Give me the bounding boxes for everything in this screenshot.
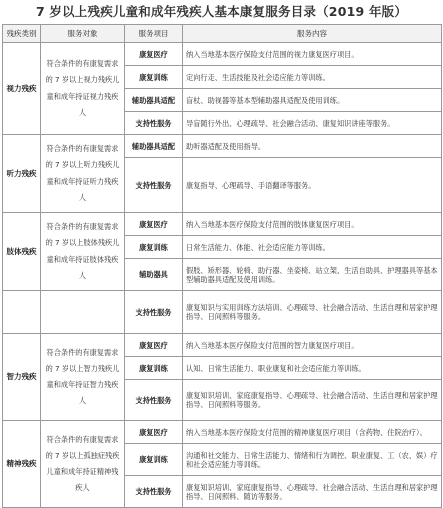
item-cell: 支持性服务: [125, 380, 183, 421]
target-cell: 符合条件的有康复需求的 7 岁以上听力残疾儿童和成年持证听力残疾人: [41, 135, 125, 213]
content-cell: 定向行走、生活技能及社会适应能力等训练。: [183, 66, 442, 89]
content-cell: 康复指导、心理疏导、手语翻译等服务。: [183, 158, 442, 213]
table-row: [3, 213, 442, 236]
content-cell: 纳入当地基本医疗保险支付范围的肢体康复医疗项目。: [183, 213, 442, 236]
item-cell: 康复训练: [125, 444, 183, 476]
content-cell: 假肢、矫形器、轮椅、助行器、坐姿椅、站立架、生活自助具、护理器具等基本型辅助器具适配及使用训练。: [183, 259, 442, 291]
content-cell: 纳入当地基本医疗保险支付范围的视力康复医疗项目。: [183, 43, 442, 66]
target-cell: 符合条件的有康复需求的 7 岁以上智力残疾儿童和成年持证智力残疾人: [41, 334, 125, 421]
content-cell: 康复知识培训、家庭康复指导、心理疏导、社会融合活动、生活自理和居家护理指导、日间照料等服务。: [183, 380, 442, 421]
category-cell-empty: [3, 291, 41, 334]
category-cell: 精神残疾: [3, 421, 41, 508]
content-cell: 助听器适配及使用指导。: [183, 135, 442, 158]
content-cell: 导盲随行外出、心理疏导、社会融合活动、康复知识讲座等服务。: [183, 112, 442, 135]
table-row: [3, 43, 442, 66]
content-cell: 康复知识培训、家庭康复指导、心理疏导、社会融合活动、生活自理和居家护理指导、日间照料、随访等服务。: [183, 476, 442, 508]
item-cell: 康复训练: [125, 357, 183, 380]
content-cell: 康复知识与实用训练方法培训、心理疏导、社会融合活动、生活自理和居家护理指导、日间照料等服务。: [183, 291, 442, 334]
category-cell: 肢体残疾: [3, 213, 41, 291]
content-cell: 日常生活能力、体能、社会适应能力等训练。: [183, 236, 442, 259]
service-catalog-table: [2, 24, 442, 508]
item-cell: 辅助器具适配: [125, 89, 183, 112]
item-cell: 支持性服务: [125, 476, 183, 508]
page-title: 7 岁以上残疾儿童和成年残疾人基本康复服务目录（2019 年版）: [35, 4, 408, 19]
category-cell: 视力残疾: [3, 43, 41, 135]
header-content: 服务内容: [183, 25, 442, 43]
item-cell: 康复训练: [125, 66, 183, 89]
target-cell: 符合条件的有康复需求的 7 岁以上视力残疾儿童和成年持证视力残疾人: [41, 43, 125, 135]
table-row: [3, 421, 442, 444]
target-cell: 符合条件的有康复需求的 7 岁以上肢体残疾儿童和成年持证肢体残疾人: [41, 213, 125, 291]
target-cell-empty: [41, 291, 125, 334]
item-cell: 康复医疗: [125, 334, 183, 357]
item-cell: 辅助器具适配: [125, 135, 183, 158]
item-cell: 康复训练: [125, 236, 183, 259]
table-header-row: [3, 25, 442, 43]
item-cell: 支持性服务: [125, 112, 183, 135]
category-cell: 听力残疾: [3, 135, 41, 213]
target-cell: 符合条件的有康复需求的 7 岁以上孤独症残疾儿童和成年持证精神残疾人: [41, 421, 125, 508]
item-cell: 支持性服务: [125, 291, 183, 334]
content-cell: 纳入当地基本医疗保险支付范围的智力康复医疗项目。: [183, 334, 442, 357]
table-row: [3, 334, 442, 357]
content-cell: 盲杖、助视器等基本型辅助器具适配及使用训练。: [183, 89, 442, 112]
item-cell: 康复医疗: [125, 43, 183, 66]
category-cell: 智力残疾: [3, 334, 41, 421]
content-cell: 认知、日常生活能力、职业康复和社会适应能力等训练。: [183, 357, 442, 380]
header-item: 服务项目: [125, 25, 183, 43]
item-cell: 康复医疗: [125, 421, 183, 444]
item-cell: 康复医疗: [125, 213, 183, 236]
table-row: [3, 291, 442, 334]
content-cell: 纳入当地基本医疗保险支付范围的精神康复医疗项目（含药物、住院治疗）。: [183, 421, 442, 444]
content-cell: 沟通和社交能力、日常生活能力、情绪和行为调控、职业康复、工（农、娱）疗和社会适应能力等训练。: [183, 444, 442, 476]
header-target: 服务对象: [41, 25, 125, 43]
table-row: [3, 135, 442, 158]
item-cell: 支持性服务: [125, 158, 183, 213]
item-cell: 辅助器具: [125, 259, 183, 291]
header-category: 残疾类别: [3, 25, 41, 43]
